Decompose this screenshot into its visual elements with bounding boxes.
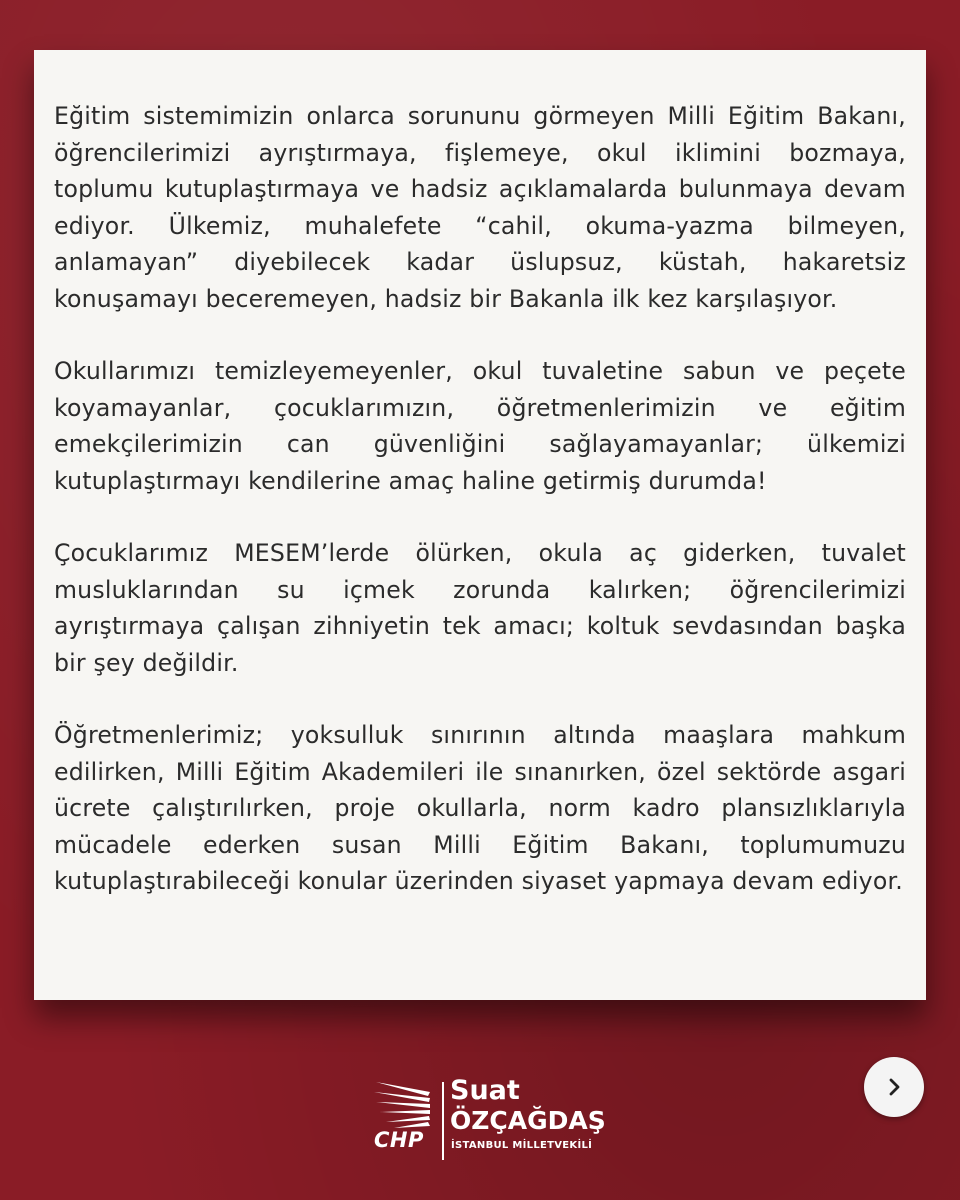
paragraph-1: Eğitim sistemimizin onlarca sorununu görmeyen Milli Eğitim Bakanı, öğrencilerimizi ayrıştırmaya, fişlemeye, okul iklimini bozmaya, toplumu kutuplaştırmaya ve hadsiz açıklamalarda bulunmaya devam ediyor. Ülkemiz, muhalefete “cahil, okuma-yazma bilmeyen, anlamayan” diyebilecek kadar üslupsuz, küstah, hakaretsiz konuşamayı beceremeyen, hadsiz bir Bakanla ilk kez karşılaşıyor. xyxy=(54,102,906,313)
text-card xyxy=(34,50,926,1000)
next-button[interactable] xyxy=(864,1057,924,1117)
signature-last-name: ÖZÇAĞDAŞ xyxy=(450,1106,606,1135)
signature-title: İSTANBUL MİLLETVEKİLİ xyxy=(451,1140,593,1151)
paragraph-3: Çocuklarımız MESEM’lerde ölürken, okula aç giderken, tuvalet musluklarından su içmek zorunda kalırken; öğrencilerimizi ayrıştırmaya çalışan zihniyetin tek amacı; koltuk sevdasından başka bir şey değildir. xyxy=(54,539,906,677)
signature-first-name: Suat xyxy=(450,1075,520,1106)
chp-arrows-icon xyxy=(372,1078,442,1128)
signature-divider xyxy=(442,1082,444,1160)
paragraph-2: Okullarımızı temizleyemeyenler, okul tuvaletine sabun ve peçete koyamayanlar, çocuklarımızın, öğretmenlerimizin ve eğitim emekçilerimizin can güvenliğini sağlayamayanlar; ülkemizi kutuplaştırmayı kendilerine amaç haline getirmiş durumda! xyxy=(54,357,906,495)
signature-block xyxy=(372,1075,612,1168)
paragraph-4: Öğretmenlerimiz; yoksulluk sınırının altında maaşlara mahkum edilirken, Milli Eğitim Akademileri ile sınanırken, özel sektörde asgari ücrete çalıştırılırken, proje okullarla, norm kadro plansızlıklarıyla mücadele ederken susan Milli Eğitim Bakanı, toplumumuzu kutuplaştırabileceği konular üzerinden siyaset yapmaya devam ediyor. xyxy=(54,721,906,895)
chevron-right-icon xyxy=(883,1076,905,1098)
chp-wordmark: CHP xyxy=(374,1128,424,1152)
chp-logo xyxy=(372,1078,442,1168)
